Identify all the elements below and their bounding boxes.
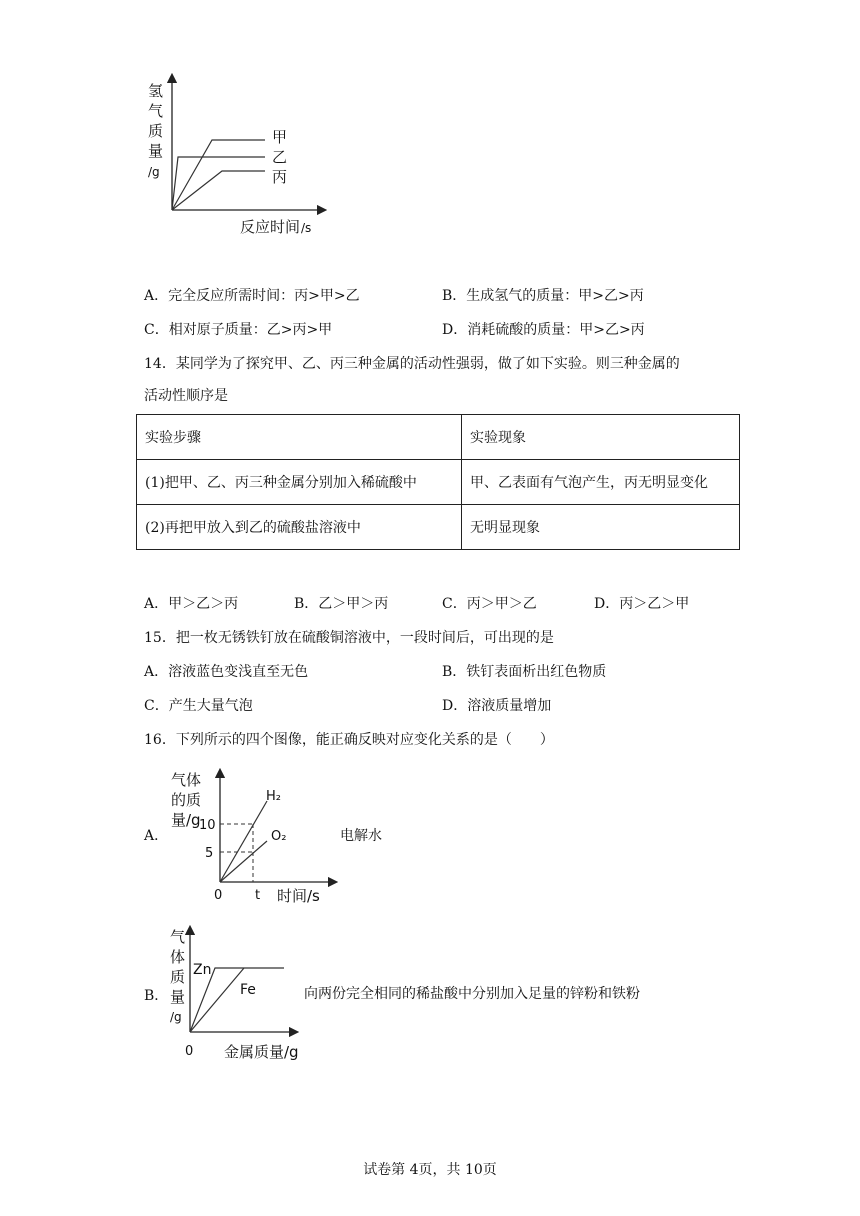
q15-stem: 15．把一枚无锈铁钉放在硫酸铜溶液中，一段时间后，可出现的是 [144, 630, 554, 646]
y-axis-label-3: 质 [170, 968, 186, 986]
origin-label: 0 [214, 888, 223, 903]
q13-option-b: B．生成氢气的质量：甲>乙>丙 [442, 288, 644, 304]
origin-label: 0 [185, 1044, 194, 1059]
series-label-fe: Fe [240, 982, 256, 998]
y-axis-label-1: 氢 [148, 82, 164, 100]
table-header-phenomena: 实验现象 [462, 415, 740, 460]
series-line-yi [172, 157, 265, 210]
series-label-h2: H₂ [266, 789, 281, 804]
y-axis-label-4: 量 [170, 988, 186, 1006]
y-axis-label-5: /g [148, 165, 160, 179]
y-axis-label-2: 气 [148, 102, 164, 120]
h2-line [220, 801, 267, 882]
q15-option-d: D．溶液质量增加 [442, 698, 552, 714]
y-axis-label-3: 量/g [171, 811, 201, 829]
series-label-jia: 甲 [272, 128, 288, 146]
x-axis-label: 反应时间 [240, 218, 301, 236]
q16-option-a-desc: 电解水 [340, 828, 382, 844]
page-footer: 试卷第 4页，共 10页 [363, 1162, 497, 1178]
q16-option-b-desc: 向两份完全相同的稀盐酸中分别加入足量的锌粉和铁粉 [304, 986, 640, 1002]
series-label-zn: Zn [193, 962, 212, 978]
table-row [137, 505, 740, 550]
table-header-steps: 实验步骤 [137, 415, 462, 460]
q14-option-b: B．乙＞甲＞丙 [294, 596, 389, 612]
graph-gas-vs-metal [160, 922, 310, 1062]
q14-option-d: D．丙＞乙＞甲 [594, 596, 690, 612]
q13-option-a: A．完全反应所需时间：丙>甲>乙 [144, 288, 360, 304]
y-axis-label-1: 气 [170, 928, 186, 946]
table-header-row [137, 415, 740, 460]
series-label-yi: 乙 [272, 148, 288, 166]
series-label-o2: O₂ [271, 829, 287, 844]
experiment-table [136, 414, 740, 550]
q15-option-a: A．溶液蓝色变浅直至无色 [144, 664, 309, 680]
y-axis-label-2: 的质 [171, 791, 202, 809]
y-axis-label-2: 体 [170, 948, 186, 966]
y-axis-label-5: /g [170, 1010, 182, 1024]
y-tick-5: 5 [205, 846, 214, 861]
y-axis-label-3: 质 [148, 122, 164, 140]
x-axis-label: 时间/s [277, 887, 320, 905]
o2-line [220, 841, 267, 882]
y-axis-label-1: 气体 [171, 771, 202, 789]
table-cell: 无明显现象 [462, 505, 740, 550]
q16-option-b-label: B． [144, 988, 169, 1004]
series-label-bing: 丙 [272, 168, 288, 186]
x-tick-t: t [255, 888, 261, 903]
graph-hydrogen-vs-time [140, 70, 340, 240]
table-cell: 甲、乙表面有气泡产生，丙无明显变化 [462, 460, 740, 505]
table-row [137, 460, 740, 505]
y-tick-10: 10 [199, 818, 216, 833]
y-axis-label-4: 量 [148, 142, 164, 160]
q16-stem: 16．下列所示的四个图像，能正确反映对应变化关系的是（ ） [144, 732, 554, 748]
q14-stem-line2: 活动性顺序是 [144, 388, 228, 404]
table-cell: (1)把甲、乙、丙三种金属分别加入稀硫酸中 [137, 460, 462, 505]
x-axis-label: 金属质量/g [224, 1043, 299, 1061]
table-cell: (2)再把甲放入到乙的硫酸盐溶液中 [137, 505, 462, 550]
graph-electrolysis-water [165, 765, 340, 910]
q13-option-c: C．相对原子质量：乙>丙>甲 [144, 322, 333, 338]
x-axis-unit: /s [301, 221, 312, 235]
q14-option-c: C．丙＞甲＞乙 [442, 596, 537, 612]
q14-option-a: A．甲＞乙＞丙 [144, 596, 239, 612]
series-line-bing [172, 171, 265, 210]
q15-option-c: C．产生大量气泡 [144, 698, 253, 714]
q16-option-a-label: A． [144, 828, 169, 844]
q15-option-b: B．铁钉表面析出红色物质 [442, 664, 607, 680]
q14-stem-line1: 14．某同学为了探究甲、乙、丙三种金属的活动性强弱，做了如下实验。则三种金属的 [144, 356, 680, 372]
q13-option-d: D．消耗硫酸的质量：甲>乙>丙 [442, 322, 645, 338]
